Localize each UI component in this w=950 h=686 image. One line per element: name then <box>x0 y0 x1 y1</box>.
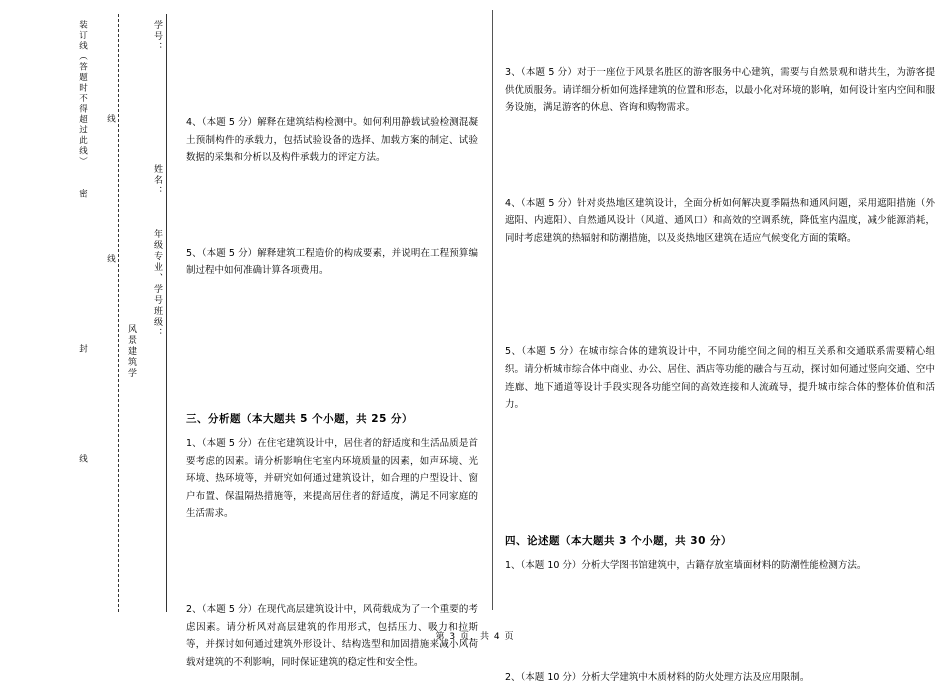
margin-label-seal-line: 装订线（答题时不得超过此线） <box>77 20 88 167</box>
section-heading-essay: 四、论述题（本大题共 3 个小题，共 30 分） <box>505 534 733 547</box>
question-item: 1、（本题 5 分）在住宅建筑设计中，居住者的舒适度和生活品质是首要考虑的因素。请分析影响住宅室内环境质量的因素，如声环境、光环境、热环境等，并研究如何通过建筑设计，如合理的户型设计、窗户布置、保温隔热措施等，来提高居住者的舒适度，满足不同家庭的生活需求。 <box>186 438 478 520</box>
margin-line-char: 线 <box>105 114 116 125</box>
left-column <box>186 10 478 671</box>
question-item: 5、（本题 5 分）解释建筑工程造价的构成要素，并说明在工程预算编制过程中如何准确计算各项费用。 <box>186 247 478 277</box>
binding-margin <box>60 14 180 612</box>
right-column <box>505 10 935 686</box>
question-item: 2、（本题 10 分）分析大学建筑中木质材料的防火处理方法及应用限制。 <box>505 671 810 683</box>
question-item: 3、（本题 5 分）对于一座位于风景名胜区的游客服务中心建筑，需要与自然景观和谐共生，为游客提供优质服务。请详细分析如何选择建筑的位置和形态，以最小化对环境的影响，如何设计室内空间和服务设施，满足游客的休息、咨询和购物需求。 <box>505 67 935 114</box>
column-divider <box>492 10 493 610</box>
margin-label-name: 姓名： <box>152 164 162 197</box>
margin-label-major: 风景建筑学 <box>126 324 136 379</box>
page-footer: 第 3 页，共 4 页 <box>435 632 515 642</box>
margin-seal-char-2: 封 <box>77 344 88 355</box>
question-item: 1、（本题 10 分）分析大学图书馆建筑中，古籍存放室墙面材料的防潮性能检测方法。 <box>505 560 867 572</box>
question-item: 2、（本题 5 分）在现代高层建筑设计中，风荷载成为了一个重要的考虑因素。请分析风对高层建筑的作用形式，包括压力、吸力和拉斯等，并探讨如何通过建筑外形设计、结构选型和加固措施来减小风荷载对建筑的不利影响，同时保证建筑的稳定性和安全性。 <box>186 604 478 668</box>
margin-label-student-id: 学号： <box>152 20 162 53</box>
question-item: 4、（本题 5 分）解释在建筑结构检测中。如何利用静载试验检测混凝土预制构件的承载力，包括试验设备的选择、加载方案的制定、试验数据的采集和分析以及构件承载力的评定方法。 <box>186 117 478 164</box>
margin-label-class: 年级专业、学号班级： <box>152 229 162 339</box>
question-item: 5、（本题 5 分）在城市综合体的建筑设计中，不同功能空间之间的相互关系和交通联系需要精心组织。请分析城市综合体中商业、办公、居住、酒店等功能的融合与互动，探讨如何通过竖向交通、空中连廊、地下通道等设计手段实现各功能空间的高效连接和人流疏导，提升城市综合体的整体价值和活力。 <box>505 346 935 411</box>
margin-seal-char-1: 密 <box>77 189 88 200</box>
margin-solid-line <box>166 14 167 612</box>
seal-dashed-line <box>118 14 119 612</box>
question-item: 4、（本题 5 分）针对炎热地区建筑设计，全面分析如何解决夏季隔热和通风问题，采用遮阳措施（外遮阳、内遮阳）、自然通风设计（风道、通风口）和高效的空调系统，降低室内温度，减少能源消耗，同时考虑建筑的热辐射和防潮措施，以及炎热地区建筑在适应气候变化方面的策略。 <box>505 197 935 244</box>
margin-seal-char-3: 线 <box>77 454 88 465</box>
margin-line-char-2: 线 <box>105 254 116 265</box>
section-heading-analysis: 三、分析题（本大题共 5 个小题，共 25 分） <box>186 412 414 425</box>
